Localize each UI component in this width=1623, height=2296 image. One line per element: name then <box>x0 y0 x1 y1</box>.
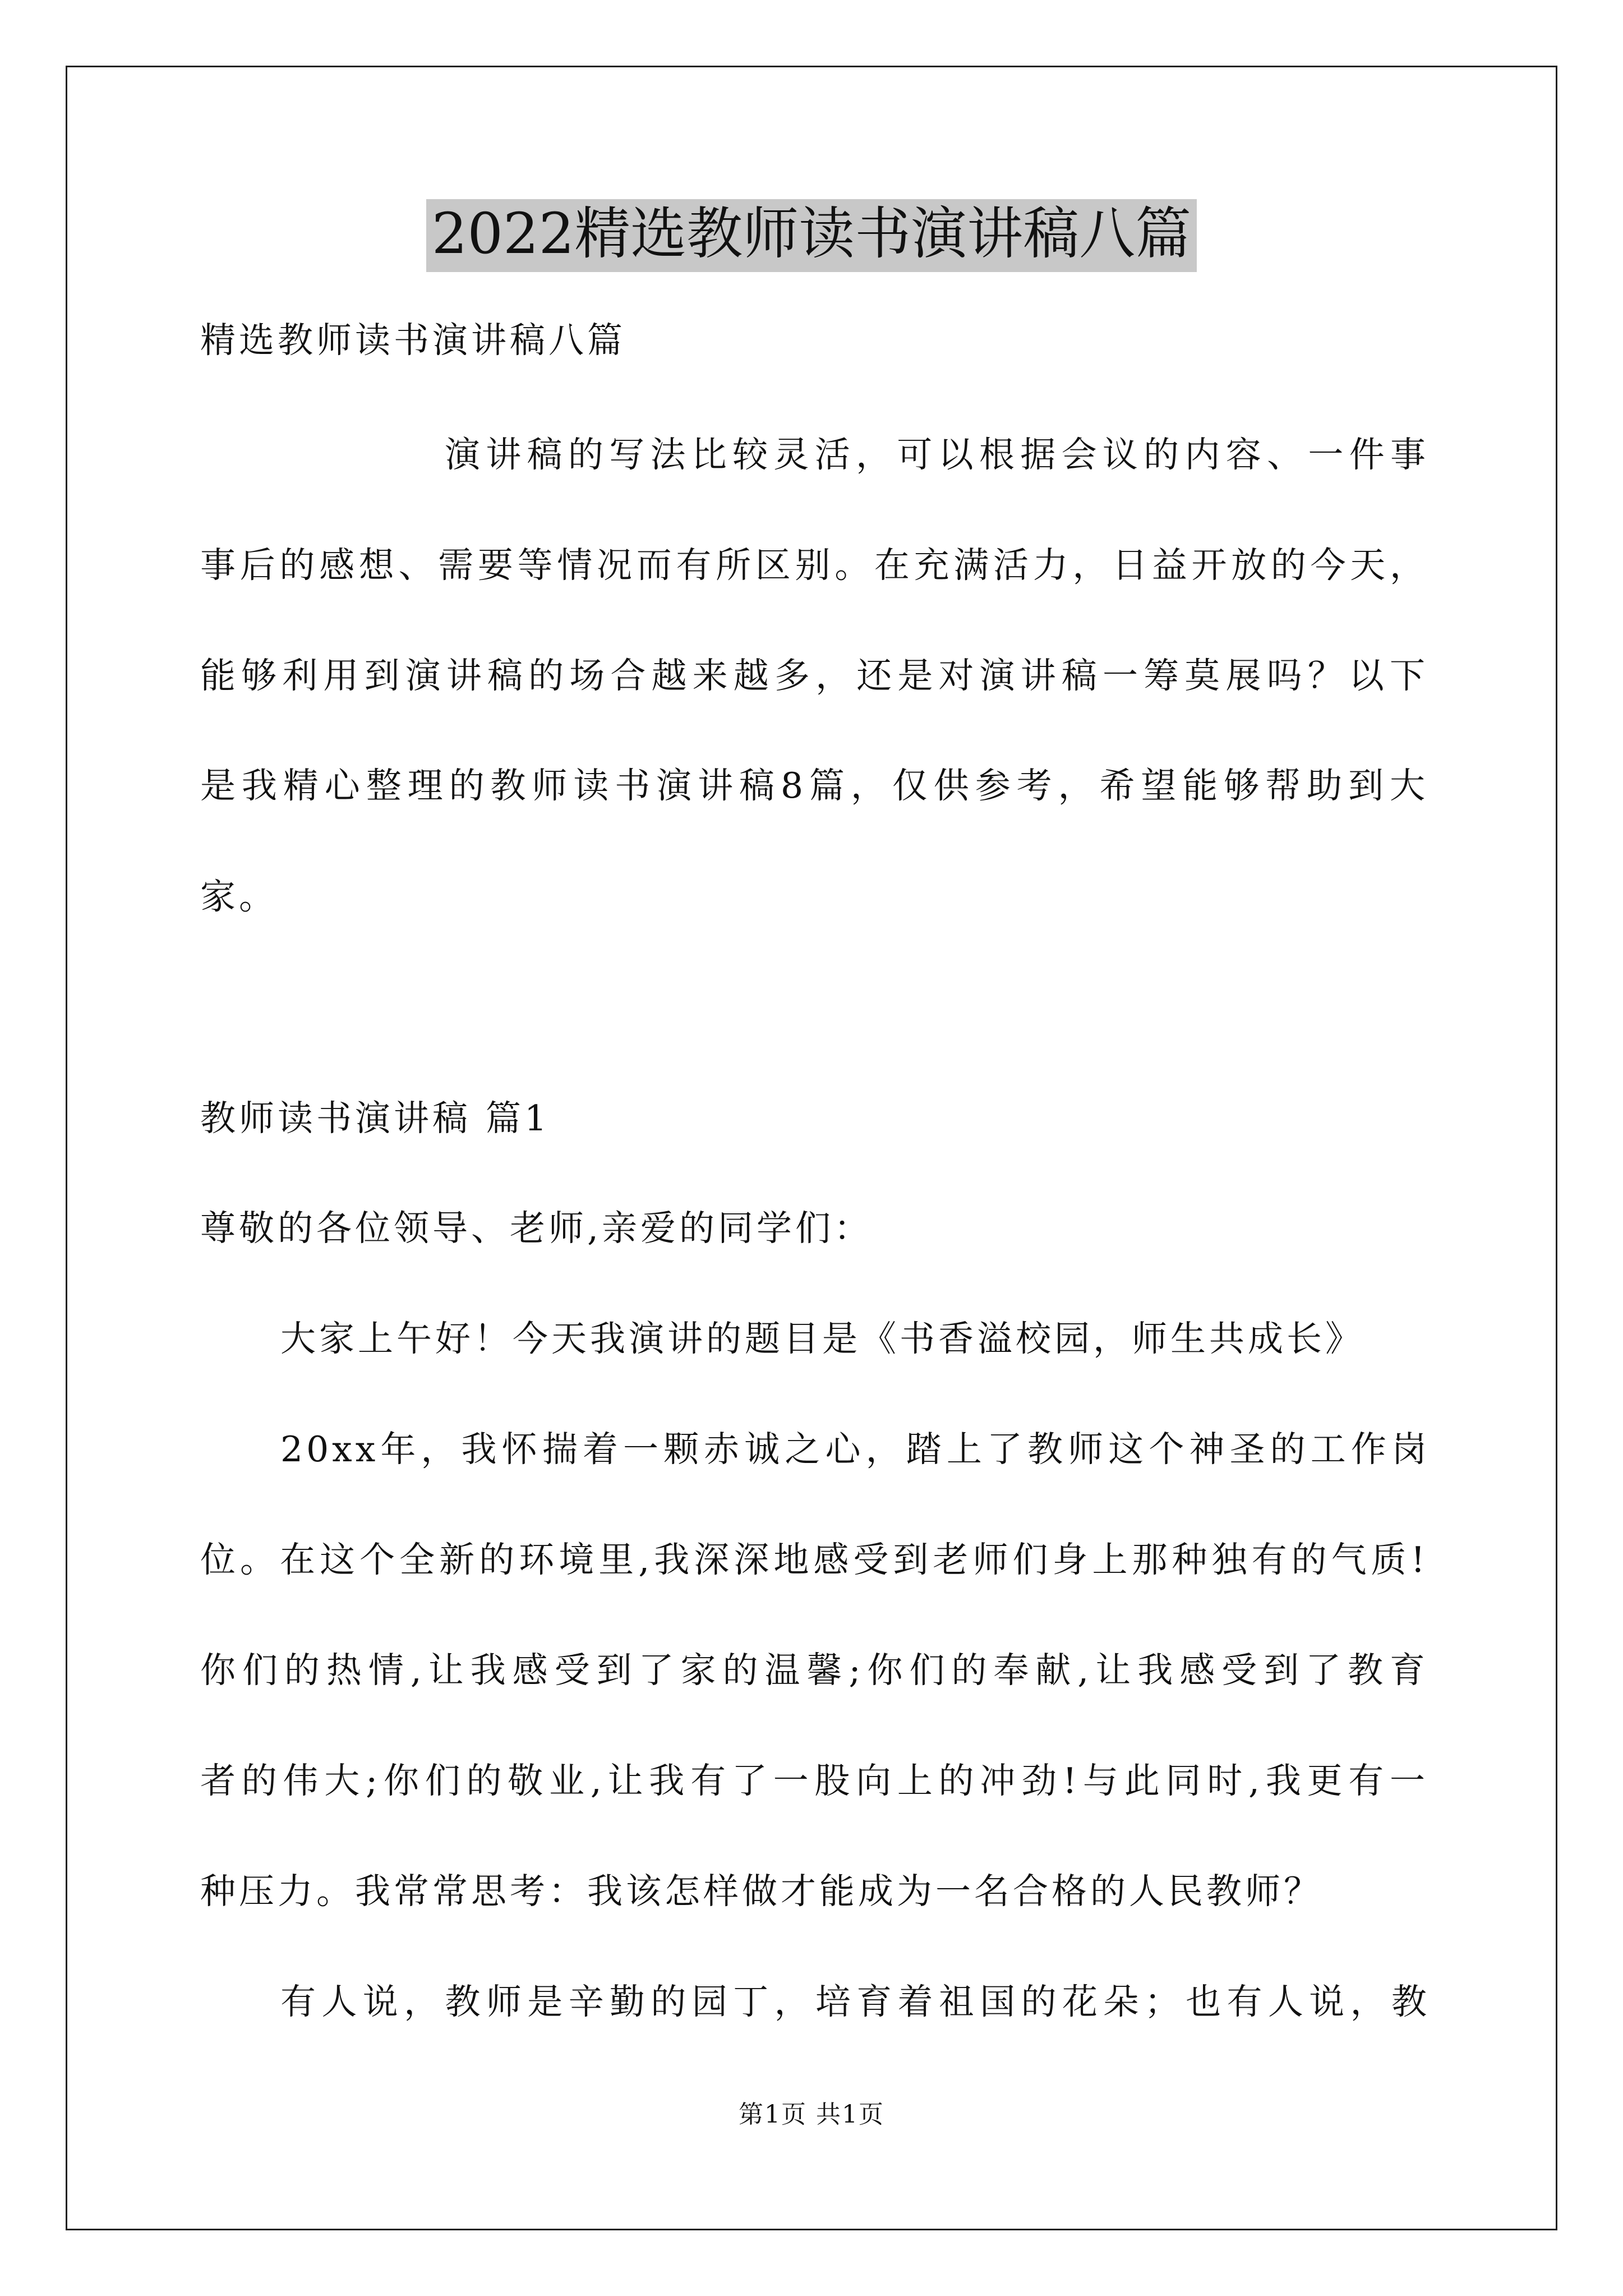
document-subtitle: 精选教师读书演讲稿八篇 <box>200 320 626 361</box>
salutation: 尊敬的各位领导、老师,亲爱的同学们： <box>200 1208 873 1249</box>
body-line: 20xx年，我怀揣着一颗赤诚之心，踏上了教师这个神圣的工作岗 <box>280 1429 1430 1470</box>
intro-line: 家。 <box>200 876 278 917</box>
body-line: 位。在这个全新的环境里,我深深地感受到老师们身上那种独有的气质! <box>200 1539 1428 1580</box>
document-title-text: 2022精选教师读书演讲稿八篇 <box>426 199 1197 272</box>
section-heading: 教师读书演讲稿 篇1 <box>200 1098 551 1139</box>
intro-line: 事后的感想、需要等情况而有所区别。在充满活力，日益开放的今天， <box>200 545 1428 586</box>
intro-line: 演讲稿的写法比较灵活，可以根据会议的内容、一件事 <box>445 434 1429 475</box>
document-title <box>0 199 1623 272</box>
body-line: 种压力。我常常思考：我该怎样做才能成为一名合格的人民教师？ <box>200 1871 1322 1912</box>
page-footer: 第1页 共1页 <box>739 2100 884 2129</box>
body-line: 有人说，教师是辛勤的园丁，培育着祖国的花朵；也有人说，教 <box>280 1981 1430 2022</box>
body-line: 者的伟大;你们的敬业,让我有了一股向上的冲劲!与此同时,我更有一 <box>200 1760 1428 1801</box>
intro-line: 能够利用到演讲稿的场合越来越多，还是对演讲稿一筹莫展吗？以下 <box>200 655 1428 696</box>
body-line: 你们的热情,让我感受到了家的温馨;你们的奉献,让我感受到了教育 <box>200 1650 1428 1691</box>
body-line: 大家上午好！今天我演讲的题目是《书香溢校园，师生共成长》 <box>280 1318 1364 1359</box>
intro-line: 是我精心整理的教师读书演讲稿8篇，仅供参考，希望能够帮助到大 <box>200 765 1428 806</box>
